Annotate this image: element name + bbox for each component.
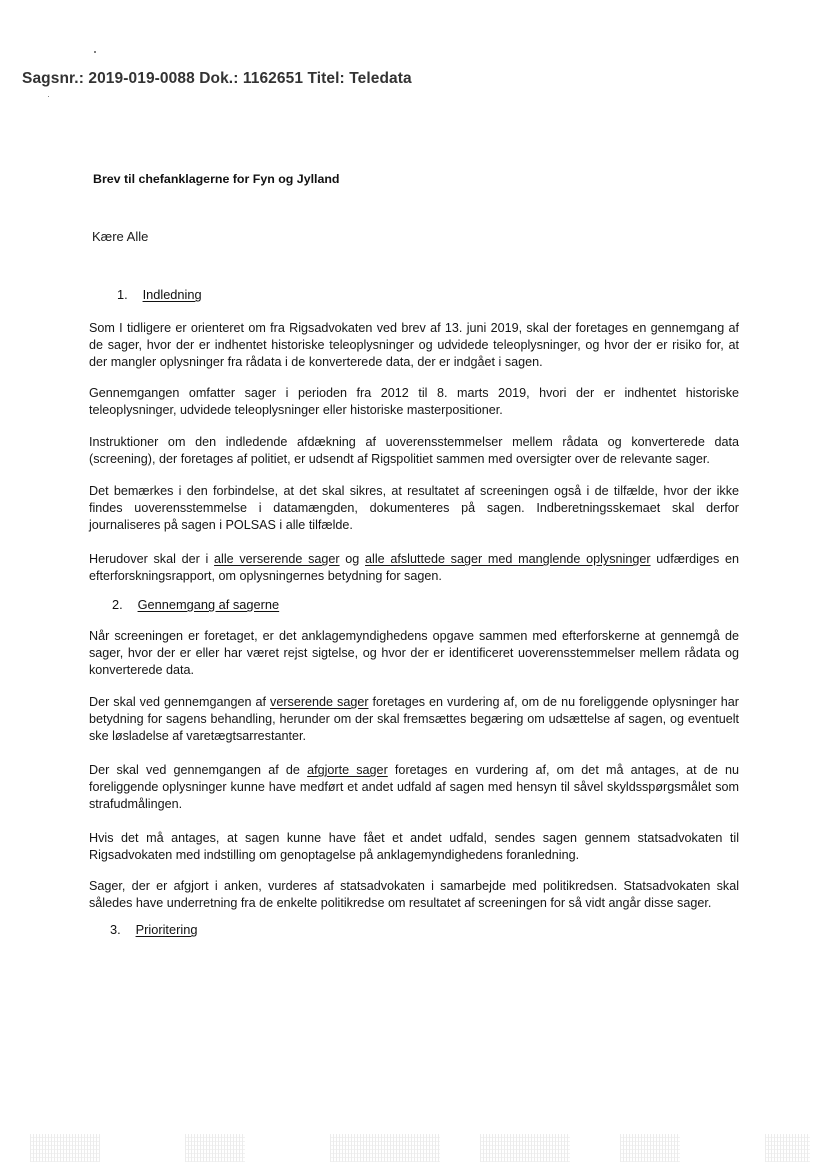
text-run: foretages en vurdering af, om de nu foreliggende oplysninger har betydning for sagens behandling, herunder om der skal fremsættes begæring om udsættelse af sagen, og eventuelt ske løsladelse af varetægtsarrestanter.: [89, 695, 739, 743]
document-header: Sagsnr.: 2019-019-0088 Dok.: 1162651 Titel: Teledata: [22, 70, 412, 87]
section-label: Gennemgang af sagerne: [137, 597, 280, 612]
underlined-text: alle verserende sager: [214, 552, 340, 566]
paragraph: [89, 694, 739, 745]
text-run: Der skal ved gennemgangen af: [89, 695, 271, 709]
scan-noise: [480, 1134, 570, 1162]
paragraph: Som I tidligere er orienteret om fra Rigsadvokaten ved brev af 13. juni 2019, skal der foretages en gennemgang af de sager, hvor der er indhentet historiske teleoplysninger og udvidede teleoplysninger, og hvor der er risiko for, at der mangler oplysninger fra rådata i de konverterede data, der er indgået i sagen.: [89, 321, 739, 369]
section-heading-1: [117, 287, 202, 302]
paragraph: [89, 762, 739, 813]
text-run: Herudover skal der i: [89, 552, 215, 566]
greeting: Kære Alle: [92, 229, 149, 244]
paragraph: Instruktioner om den indledende afdækning af uoverensstemmelser mellem rådata og konverterede data (screening), der foretages af politiet, er udsendt af Rigspolitiet sammen med oversigter over de relevante sager.: [89, 435, 739, 466]
underlined-text: verserende sager: [270, 695, 369, 709]
paragraph: Hvis det må antages, at sagen kunne have fået et andet udfald, sendes sagen gennem statsadvokaten til Rigsadvokaten med indstilling om genoptagelse på anklagemyndighedens foranledning.: [89, 831, 739, 862]
scan-noise: [620, 1134, 680, 1162]
paragraph: Sager, der er afgjort i anken, vurderes af statsadvokaten i samarbejde med politikredsen. Statsadvokaten skal således have underretning fra de enkelte politikredse om resultatet af screeningen for så vidt angår disse sager.: [89, 879, 739, 910]
letter-title: Brev til chefanklagerne for Fyn og Jylland: [93, 172, 340, 186]
scan-noise: [30, 1134, 100, 1162]
paragraph: Det bemærkes i den forbindelse, at det skal sikres, at resultatet af screeningen også i de tilfælde, hvor der ikke findes uoverensstemmelse i datamængden, dokumenteres på sagen. Indberetningsskemaet skal derfor journaliseres på sagen i POLSAS i alle tilfælde.: [89, 484, 739, 532]
underlined-text: alle afsluttede sager med manglende oplysninger: [365, 552, 651, 566]
scan-noise: [765, 1134, 810, 1162]
paragraph: [89, 551, 739, 585]
scan-noise: [185, 1134, 245, 1162]
section-label: Prioritering: [135, 922, 198, 937]
section-number: 2.: [112, 597, 123, 612]
section-heading-2: [112, 597, 279, 612]
text-run: og: [339, 552, 366, 566]
scan-speck: [94, 51, 96, 53]
text-run: foretages en vurdering af, om det må antages, at de nu foreliggende oplysninger kunne have medført et andet udfald af sagen med hensyn til såvel skyldsspørgsmålet som strafudmålingen.: [89, 763, 739, 811]
section-label: Indledning: [142, 287, 202, 302]
paragraph: Når screeningen er foretaget, er det anklagemyndighedens opgave sammen med efterforskerne at gennemgå de sager, hvor der er eller har været rejst sigtelse, og hvor der er identificeret uoverensstemmelser mellem rådata og konverterede data.: [89, 629, 739, 677]
section-heading-3: [110, 922, 197, 937]
section-number: 3.: [110, 922, 121, 937]
scan-speck: [48, 96, 49, 97]
text-run: udfærdiges en efterforskningsrapport, om oplysningernes betydning for sagen.: [89, 552, 739, 583]
underlined-text: afgjorte sager: [307, 763, 388, 777]
paragraph: Gennemgangen omfatter sager i perioden fra 2012 til 8. marts 2019, hvori der er indhentet historiske teleoplysninger, udvidede teleoplysninger eller historiske masterpositioner.: [89, 386, 739, 417]
text-run: Der skal ved gennemgangen af de: [89, 763, 308, 777]
section-number: 1.: [117, 287, 128, 302]
scan-noise: [330, 1134, 440, 1162]
